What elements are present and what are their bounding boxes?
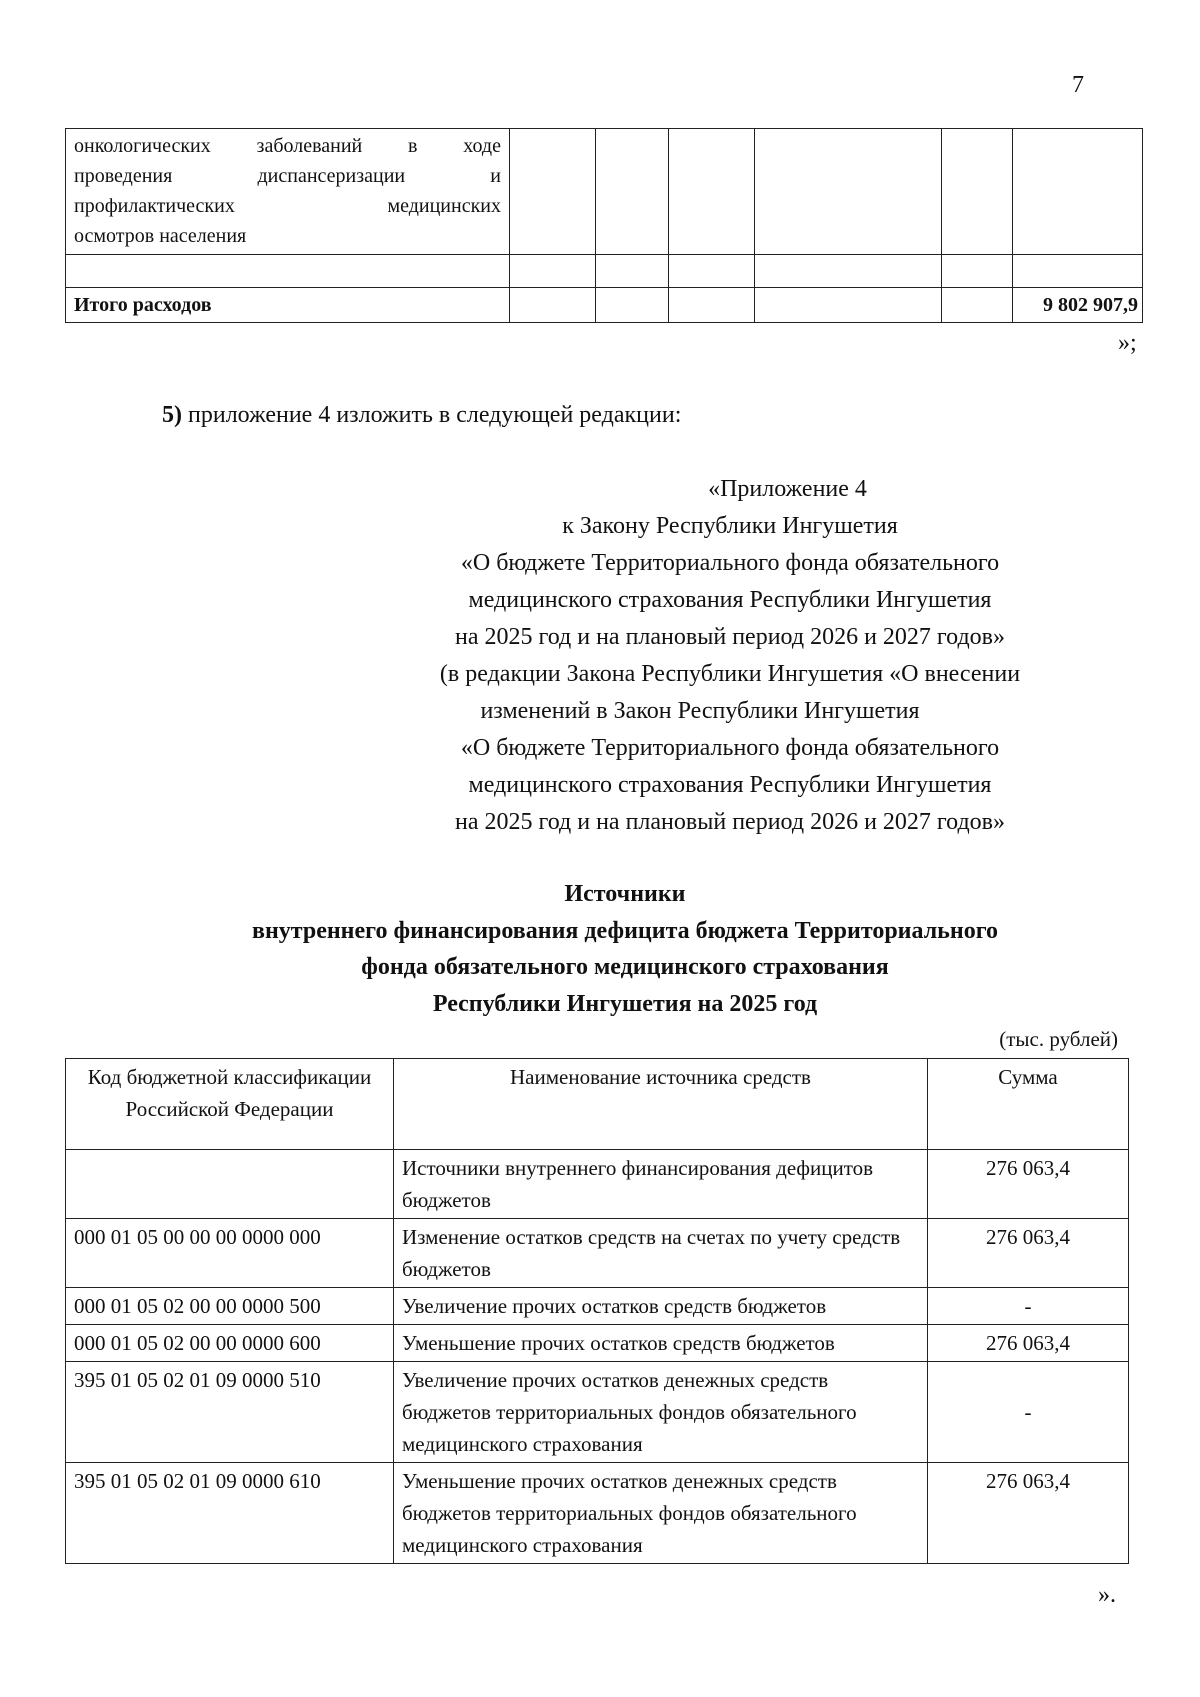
row-sum: - — [928, 1288, 1129, 1325]
row-name: Уменьшение прочих остатков средств бюджетов — [394, 1325, 928, 1362]
row-code: 000 01 05 02 00 00 0000 500 — [66, 1288, 394, 1325]
title-line: внутреннего финансирования дефицита бюджета Территориального — [251, 917, 998, 944]
table-row — [66, 129, 1143, 255]
row-code: 000 01 05 02 00 00 0000 600 — [66, 1325, 394, 1362]
header-sum: Сумма — [928, 1059, 1129, 1150]
table-row — [66, 1150, 1129, 1219]
row-name: Источники внутреннего финансирования дефицитов бюджетов — [394, 1150, 928, 1219]
header-line: «О бюджете Территориального фонда обязательного — [460, 550, 1000, 576]
title-line: фонда обязательного медицинского страхования — [361, 954, 889, 980]
document-title — [130, 876, 1120, 1022]
header-line: изменений в Закон Республики Ингушетия — [480, 698, 920, 724]
total-label: Итого расходов — [66, 288, 510, 323]
table-row — [66, 1325, 1129, 1362]
text-line: осмотров населения — [74, 225, 247, 247]
title-line: Республики Ингушетия на 2025 год — [432, 990, 818, 1017]
header-line: на 2025 год и на плановый период 2026 и 2027 годов» — [454, 624, 1006, 650]
row-code: 395 01 05 02 01 09 0000 510 — [66, 1362, 394, 1463]
table-row — [66, 255, 1143, 288]
row-name: Увеличение прочих остатков денежных средств бюджетов территориальных фондов обязательного медицинского страхования — [394, 1362, 928, 1463]
title-line: Источники — [564, 881, 686, 907]
item-5 — [162, 402, 681, 429]
row-sum: - — [928, 1362, 1129, 1463]
row-sum: 276 063,4 — [928, 1150, 1129, 1219]
page-number: 7 — [1072, 72, 1084, 98]
table-row — [66, 1288, 1129, 1325]
text-line: проведения диспансеризации и — [74, 165, 501, 187]
row-code — [66, 1150, 394, 1219]
table-row — [66, 1463, 1129, 1564]
text-line: онкологических заболеваний в ходе — [74, 135, 501, 157]
expense-description — [66, 129, 510, 255]
expenses-table — [65, 128, 1143, 323]
header-code: Код бюджетной классификации Российской Федерации — [66, 1059, 394, 1150]
item-number: 5) — [162, 402, 182, 428]
row-name: Уменьшение прочих остатков денежных средств бюджетов территориальных фондов обязательного медицинского страхования — [394, 1463, 928, 1564]
table-row — [66, 1219, 1129, 1288]
header-line: к Закону Республики Ингушетия — [562, 513, 898, 539]
item-text: приложение 4 изложить в следующей редакции: — [182, 402, 682, 428]
row-sum: 276 063,4 — [928, 1219, 1129, 1288]
table-row — [66, 1362, 1129, 1463]
closing-quote: ». — [1098, 1582, 1116, 1608]
total-value: 9 802 907,9 — [1013, 288, 1143, 323]
row-code: 395 01 05 02 01 09 0000 610 — [66, 1463, 394, 1564]
header-line: «Приложение 4 — [708, 476, 867, 502]
row-sum: 276 063,4 — [928, 1463, 1129, 1564]
appendix-header — [330, 471, 1130, 841]
row-sum: 276 063,4 — [928, 1325, 1129, 1362]
header-line: на 2025 год и на плановый период 2026 и 2027 годов» — [454, 809, 1006, 835]
closing-quote: »; — [1118, 330, 1137, 356]
header-line: медицинского страхования Республики Ингушетия — [468, 587, 992, 613]
text-line: профилактических медицинских — [74, 195, 501, 217]
header-line: медицинского страхования Республики Ингушетия — [468, 772, 992, 798]
row-name: Изменение остатков средств на счетах по учету средств бюджетов — [394, 1219, 928, 1288]
header-name: Наименование источника средств — [394, 1059, 928, 1150]
header-line: (в редакции Закона Республики Ингушетия «О внесении — [439, 661, 1021, 687]
row-name: Увеличение прочих остатков средств бюджетов — [394, 1288, 928, 1325]
header-line: «О бюджете Территориального фонда обязательного — [460, 735, 1000, 761]
units-label: (тыс. рублей) — [999, 1027, 1118, 1051]
total-row — [66, 288, 1143, 323]
sources-table — [65, 1058, 1129, 1564]
row-code: 000 01 05 00 00 00 0000 000 — [66, 1219, 394, 1288]
header-row — [66, 1059, 1129, 1150]
